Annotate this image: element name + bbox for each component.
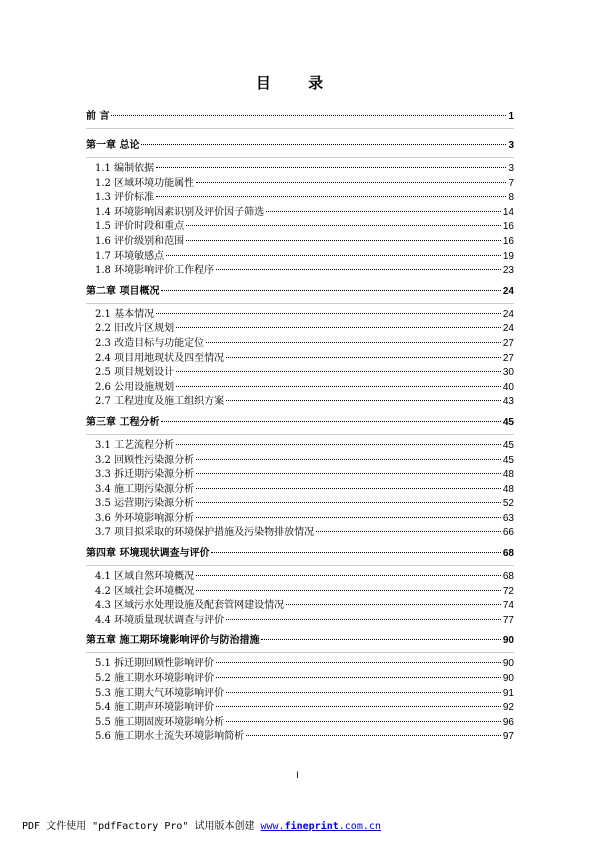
toc-entry-page: 90	[502, 658, 514, 670]
toc-entry-page: 72	[502, 585, 514, 597]
toc-chapter-entry[interactable]	[86, 541, 514, 566]
toc-entry-page: 74	[502, 600, 514, 612]
toc-entry-page: 66	[502, 527, 514, 539]
dot-leader	[141, 143, 506, 145]
toc-entry-page: 24	[502, 323, 514, 335]
toc-entry-page: 77	[502, 614, 514, 626]
toc-section-entry[interactable]	[86, 468, 514, 483]
toc-section-entry[interactable]	[86, 687, 514, 702]
toc-section-entry[interactable]	[86, 585, 514, 600]
toc-entry-label: 1.7 环境敏感点	[95, 250, 165, 262]
dot-leader	[196, 516, 501, 518]
toc-section-entry[interactable]	[86, 308, 514, 323]
toc-section-entry[interactable]	[86, 512, 514, 527]
toc-section-entry[interactable]	[86, 483, 514, 498]
toc-section-entry[interactable]	[86, 730, 514, 745]
toc-entry-label: 第二章 项目概况	[86, 285, 160, 297]
toc-entry-label: 5.6 施工期水土流失环境影响简析	[95, 731, 245, 743]
toc-entry-page: 30	[502, 367, 514, 379]
toc-entry-label: 4.4 环境质量现状调查与评价	[95, 614, 225, 626]
toc-entry-label: 3.6 外环境影响源分析	[95, 512, 195, 524]
toc-section-entry[interactable]	[86, 191, 514, 206]
toc-entry-label: 5.4 施工期声环境影响评价	[95, 702, 215, 714]
toc-entry-page: 68	[502, 571, 514, 583]
toc-section-entry[interactable]	[86, 395, 514, 410]
dot-leader	[196, 501, 501, 503]
toc-entry-label: 5.3 施工期大气环境影响评价	[95, 687, 225, 699]
dot-leader	[206, 341, 501, 343]
dot-leader	[226, 720, 501, 722]
toc-entry-page: 52	[502, 498, 514, 510]
toc-section-entry[interactable]	[86, 235, 514, 250]
dot-leader	[111, 114, 506, 116]
toc-entry-label: 5.2 施工期水环境影响评价	[95, 673, 215, 685]
toc-entry-label: 1.8 环境影响评价工作程序	[95, 265, 215, 277]
toc-entry-label: 2.6 公用设施规划	[95, 381, 175, 393]
toc-entry-page: 16	[502, 221, 514, 233]
dot-leader	[286, 603, 501, 605]
dot-leader	[176, 385, 501, 387]
toc-entry-label: 1.3 评价标准	[95, 192, 155, 204]
toc-entry-label: 2.2 旧改片区规划	[95, 323, 175, 335]
toc-entry-label: 1.2 区域环境功能属性	[95, 177, 195, 189]
toc-entry-page: 96	[502, 716, 514, 728]
toc-entry-page: 45	[502, 454, 514, 466]
toc-entry-page: 3	[508, 163, 514, 174]
toc-section-entry[interactable]	[86, 439, 514, 454]
toc-section-entry[interactable]	[86, 250, 514, 265]
dot-leader	[186, 239, 501, 241]
toc-entry-page: 45	[502, 439, 514, 451]
toc-section-entry[interactable]	[86, 322, 514, 337]
toc-section-entry[interactable]	[86, 570, 514, 585]
toc-section-entry[interactable]	[86, 206, 514, 221]
toc-entry-label: 3.5 运营期污染源分析	[95, 498, 195, 510]
dot-leader	[216, 268, 501, 270]
dot-leader	[196, 458, 501, 460]
toc-entry-page: 27	[502, 337, 514, 349]
toc-section-entry[interactable]	[86, 454, 514, 469]
dot-leader	[156, 195, 506, 197]
dot-leader	[161, 420, 500, 422]
dot-leader	[266, 210, 501, 212]
toc-section-entry[interactable]	[86, 599, 514, 614]
toc-entry-page: 24	[502, 285, 514, 297]
toc-entry-page: 45	[502, 416, 514, 428]
dot-leader	[166, 254, 501, 256]
dot-leader	[196, 472, 501, 474]
dot-leader	[176, 443, 501, 445]
toc-section-entry[interactable]	[86, 352, 514, 367]
toc-entry-label: 1.4 环境影响因素识别及评价因子筛选	[95, 206, 265, 218]
dot-leader	[196, 487, 501, 489]
dot-leader	[156, 166, 506, 168]
toc-chapter-entry[interactable]	[86, 133, 514, 158]
pdf-footer	[22, 817, 381, 832]
toc-section-entry[interactable]	[86, 177, 514, 192]
dot-leader	[186, 224, 501, 226]
document-title: 目 录	[255, 74, 340, 92]
toc-entry-label: 前 言	[86, 111, 110, 122]
toc-entry-page: 97	[502, 731, 514, 743]
toc-chapter-entry[interactable]	[86, 104, 514, 129]
toc-entry-page: 8	[508, 192, 514, 204]
toc-entry-page: 16	[502, 235, 514, 247]
toc-entry-page: 92	[502, 702, 514, 714]
dot-leader	[156, 312, 501, 314]
toc-section-entry[interactable]	[86, 497, 514, 512]
toc-entry-page: 91	[502, 687, 514, 699]
toc-entry-label: 2.7 工程进度及施工组织方案	[95, 396, 225, 408]
toc-entry-label: 2.4 项目用地现状及四至情况	[95, 352, 225, 364]
dot-leader	[226, 691, 501, 693]
dot-leader	[226, 356, 501, 358]
toc-entry-page: 23	[502, 265, 514, 277]
toc-chapter-entry[interactable]	[86, 279, 514, 304]
dot-leader	[216, 661, 501, 663]
toc-section-entry[interactable]	[86, 526, 514, 541]
toc-entry-page: 27	[502, 352, 514, 364]
toc-entry-page: 48	[502, 483, 514, 495]
toc-entry-label: 5.5 施工期固废环境影响分析	[95, 716, 225, 728]
toc-chapter-entry[interactable]	[86, 628, 514, 653]
toc-entry-label: 3.4 施工期污染源分析	[95, 483, 195, 495]
toc-entry-page: 68	[502, 548, 514, 560]
dot-leader	[196, 181, 506, 183]
toc-entry-label: 2.5 项目规划设计	[95, 367, 175, 379]
dot-leader	[261, 638, 500, 640]
toc-entry-page: 40	[502, 381, 514, 393]
toc-section-entry[interactable]	[86, 220, 514, 235]
dot-leader	[196, 589, 501, 591]
toc-section-entry[interactable]	[86, 366, 514, 381]
toc-entry-label: 第四章 环境现状调查与评价	[86, 548, 210, 560]
dot-leader	[161, 289, 500, 291]
dot-leader	[226, 399, 501, 401]
dot-leader	[216, 705, 501, 707]
dot-leader	[316, 530, 501, 532]
toc-entry-page: 24	[502, 308, 514, 320]
toc-entry-label: 第一章 总论	[86, 140, 140, 151]
footer-text: PDF 文件使用 "pdfFactory Pro" 试用版本创建	[22, 821, 261, 832]
dot-leader	[216, 676, 501, 678]
toc-entry-label: 3.3 拆迁期污染源分析	[95, 469, 195, 481]
toc-entry-label: 1.1 编制依据	[95, 163, 155, 174]
toc-entry-label: 3.2 回顾性污染源分析	[95, 454, 195, 466]
toc-entry-label: 2.3 改造目标与功能定位	[95, 337, 205, 349]
toc-section-entry[interactable]	[86, 162, 514, 177]
toc-entry-label: 第五章 施工期环境影响评价与防治措施	[86, 635, 260, 647]
dot-leader	[176, 326, 501, 328]
toc-entry-page: 90	[502, 635, 514, 647]
dot-leader	[226, 618, 501, 620]
toc-section-entry[interactable]	[86, 614, 514, 629]
toc-section-entry[interactable]	[86, 701, 514, 716]
toc-entry-page: 90	[502, 673, 514, 685]
toc-entry-label: 4.2 区域社会环境概况	[95, 585, 195, 597]
toc-entry-page: 63	[502, 512, 514, 524]
dot-leader	[211, 551, 500, 553]
toc-section-entry[interactable]	[86, 381, 514, 396]
toc-entry-label: 3.7 项目拟采取的环境保护措施及污染物排放情况	[95, 527, 315, 539]
page-number: I	[296, 770, 299, 780]
toc-section-entry[interactable]	[86, 716, 514, 731]
dot-leader	[246, 734, 501, 736]
dot-leader	[176, 370, 501, 372]
dot-leader	[196, 574, 501, 576]
toc-entry-label: 2.1 基本情况	[95, 308, 155, 320]
toc-entry-page: 14	[502, 206, 514, 218]
toc-entry-label: 1.5 评价时段和重点	[95, 221, 185, 233]
table-of-contents	[86, 104, 514, 745]
footer-link[interactable]: www.fineprint.com.cn	[260, 821, 381, 832]
toc-section-entry[interactable]	[86, 337, 514, 352]
toc-entry-label: 第三章 工程分析	[86, 416, 160, 428]
toc-entry-label: 3.1 工艺流程分析	[95, 439, 175, 451]
toc-chapter-entry[interactable]	[86, 410, 514, 435]
toc-entry-page: 19	[502, 250, 514, 262]
toc-entry-label: 5.1 拆迁期回顾性影响评价	[95, 658, 215, 670]
toc-entry-page: 7	[508, 177, 514, 189]
toc-entry-label: 1.6 评价级别和范围	[95, 235, 185, 247]
toc-entry-page: 1	[508, 111, 514, 122]
toc-entry-label: 4.3 区域污水处理设施及配套管网建设情况	[95, 600, 285, 612]
toc-entry-label: 4.1 区域自然环境概况	[95, 571, 195, 583]
toc-section-entry[interactable]	[86, 264, 514, 279]
toc-entry-page: 48	[502, 469, 514, 481]
toc-entry-page: 3	[508, 140, 514, 151]
toc-section-entry[interactable]	[86, 672, 514, 687]
toc-entry-page: 43	[502, 396, 514, 408]
toc-section-entry[interactable]	[86, 657, 514, 672]
